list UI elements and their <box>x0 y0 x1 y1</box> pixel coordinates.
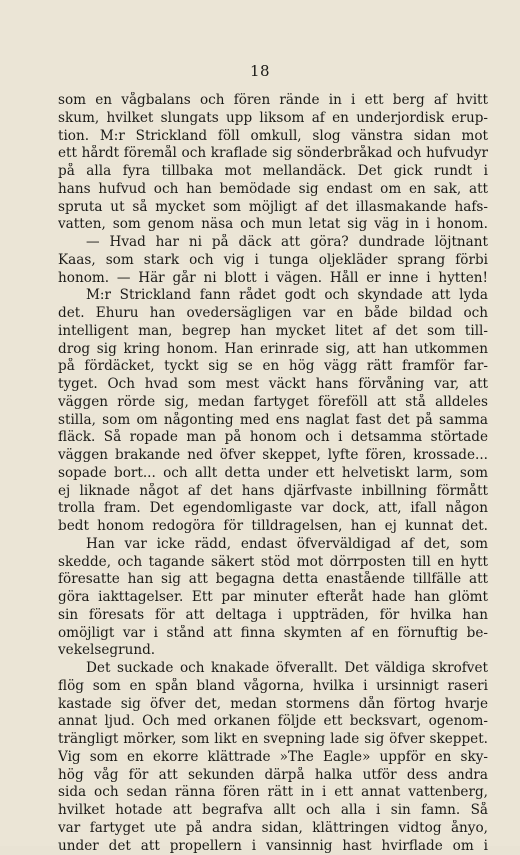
text-line: tion. M:r Strickland föll omkull, slog vänstra sidan mot <box>58 128 488 146</box>
text-line: väggen rörde sig, medan fartyget föreföll att stå alldeles <box>58 394 488 412</box>
text-line: sopade bort... och allt detta under ett helvetiskt larm, som <box>58 465 488 483</box>
text-line: sida och sedan ränna fören rätt in i ett annat vattenberg, <box>58 784 488 802</box>
text-line: Det suckade och knakade öfverallt. Det väldiga skrofvet <box>58 660 488 678</box>
text-line: bedt honom redogöra för tilldragelsen, han ej kunnat det. <box>58 518 488 536</box>
text-line: stilla, som om någonting med ens naglat fast det på samma <box>58 412 488 430</box>
text-line: kastade sig öfver det, medan stormens dån förtog hvarje <box>58 696 488 714</box>
text-line: intelligent man, begrep han mycket litet af det som till- <box>58 323 488 341</box>
text-line: var fartyget ute på andra sidan, klättringen vidtog ånyo, <box>58 820 488 838</box>
page-number: 18 <box>0 62 520 80</box>
text-line: drog sig kring honom. Han erinrade sig, att han utkommen <box>58 341 488 359</box>
text-line: flög som en spån bland vågorna, hvilka i ursinnigt raseri <box>58 678 488 696</box>
text-line: M:r Strickland fann rådet godt och skyndade att lyda <box>58 287 488 305</box>
text-line: väggen brakande ned öfver skeppet, lyfte fören, krossade... <box>58 447 488 465</box>
text-line: föresatte han sig att begagna detta enastående tillfälle att <box>58 571 488 589</box>
text-line: ett hårdt föremål och kraflade sig sönderbråkad och hufvudyr <box>58 145 488 163</box>
text-line: hans hufvud och han bemödade sig endast om en sak, att <box>58 181 488 199</box>
text-line: spruta ut så mycket som möjligt af det illasmakande hafs- <box>58 199 488 217</box>
text-line: skum, hvilket slungats upp liksom af en underjordisk erup- <box>58 110 488 128</box>
text-line: på alla fyra tillbaka mot mellandäck. Det gick rundt i <box>58 163 488 181</box>
body-text <box>58 92 488 855</box>
text-line: hög våg för att sekunden därpå halka utför dess andra <box>58 767 488 785</box>
text-line: Vig som en ekorre klättrade »The Eagle» uppför en sky- <box>58 749 488 767</box>
text-line: Han var icke rädd, endast öfverväldigad af det, som <box>58 536 488 554</box>
text-line: under det att propellern i vansinnig hast hvirflade om i <box>58 838 488 855</box>
text-line: tyget. Och hvad som mest väckt hans förvåning var, att <box>58 376 488 394</box>
text-line: omöjligt var i stånd att finna skymten af en förnuftig be- <box>58 625 488 643</box>
text-line: trängligt mörker, som likt en svepning lade sig öfver skeppet. <box>58 731 488 749</box>
text-line: annat ljud. Och med orkanen följde ett becksvart, ogenom- <box>58 713 488 731</box>
text-line: på fördäcket, tyckt sig se en hög vägg rätt framför far- <box>58 358 488 376</box>
text-line: det. Ehuru han ovedersägligen var en både bildad och <box>58 305 488 323</box>
text-line: vekelsegrund. <box>58 642 488 660</box>
text-line: skedde, och tagande säkert stöd mot dörrposten till en hytt <box>58 554 488 572</box>
text-line: som en vågbalans och fören rände in i ett berg af hvitt <box>58 92 488 110</box>
text-line: göra iakttagelser. Ett par minuter efteråt hade han glömt <box>58 589 488 607</box>
text-line: sin föresats för att deltaga i uppträden, för hvilka han <box>58 607 488 625</box>
text-line: Kaas, som stark och vig i tunga oljekläder sprang förbi <box>58 252 488 270</box>
text-line: hvilket hotade att begrafva allt och alla i sin famn. Så <box>58 802 488 820</box>
text-line: honom. — Här går ni blott i vägen. Håll er inne i hytten! <box>58 270 488 288</box>
text-line: fläck. Så ropade man på honom och i detsamma störtade <box>58 429 488 447</box>
text-line: — Hvad har ni på däck att göra? dundrade löjtnant <box>58 234 488 252</box>
text-line: trolla fram. Det egendomligaste var dock, att, ifall någon <box>58 500 488 518</box>
text-line: vatten, som genom näsa och mun letat sig väg in i honom. <box>58 216 488 234</box>
text-line: ej liknade något af det hans djärfvaste inbillning förmått <box>58 483 488 501</box>
